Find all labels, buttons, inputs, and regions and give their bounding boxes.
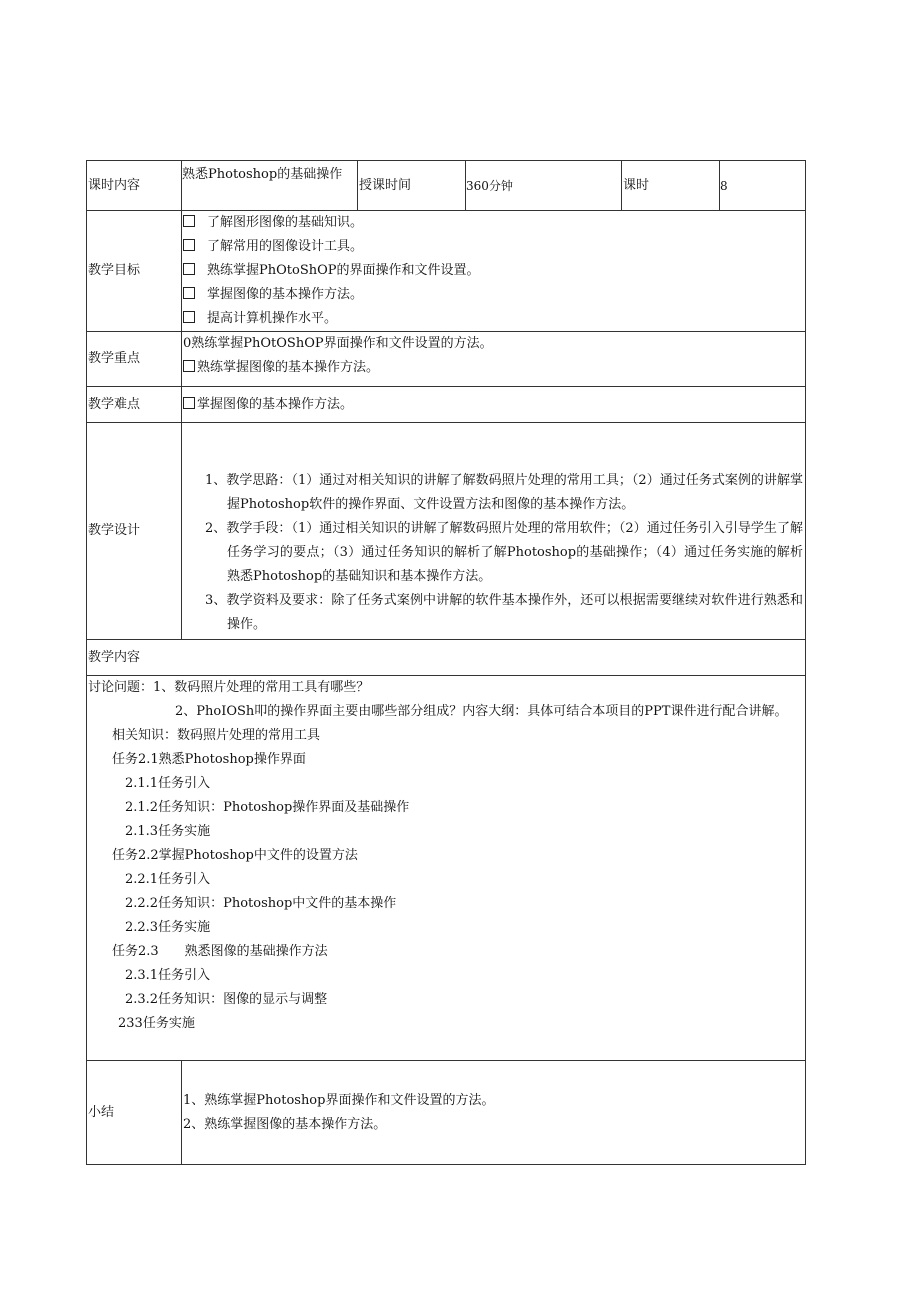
checkbox-icon: [183, 397, 195, 409]
lesson-plan-table: [86, 160, 806, 1165]
time-value: 360分钟: [466, 161, 622, 211]
checkbox-icon: [183, 360, 195, 372]
content-label: 课时内容: [87, 161, 182, 211]
outline-item: 任务2.3 熟悉图像的基础操作方法: [112, 944, 328, 959]
outline-item: 2.3.2任务知识：图像的显示与调整: [125, 992, 328, 1007]
checkbox-icon: [183, 263, 195, 275]
checkbox-icon: [183, 239, 195, 251]
content-body-row: [87, 676, 806, 1061]
difficulty-label: 教学难点: [87, 387, 182, 423]
checkbox-icon: [183, 311, 195, 323]
list-item: 2、熟练掌握图像的基本操作方法。: [183, 1117, 387, 1132]
outline-item: 2.2.2任务知识：Photoshop中文件的基本操作: [125, 896, 397, 911]
list-item: 了解常用的图像设计工具。: [183, 235, 805, 259]
design-row: [87, 423, 806, 640]
key-points-row: [87, 332, 806, 387]
outline-item: 2.1.3任务实施: [125, 824, 211, 839]
key-points-list: [182, 332, 805, 380]
summary-row: [87, 1061, 806, 1165]
discussion-question: 讨论问题：1、数码照片处理的常用工具有哪些？: [88, 680, 370, 695]
objectives-label: 教学目标: [87, 211, 182, 332]
design-label: 教学设计: [87, 423, 182, 640]
list-item: 提高计算机操作水平。: [183, 307, 805, 331]
list-item: 掌握图像的基本操作方法。: [183, 283, 805, 307]
outline-item: 2.2.3任务实施: [125, 920, 211, 935]
list-item: 了解图形图像的基础知识。: [183, 211, 805, 235]
outline-item: 2.2.1任务引入: [125, 872, 211, 887]
outline-item: 2.3.1任务引入: [125, 968, 211, 983]
hours-label: 课时: [622, 161, 720, 211]
design-paragraph: 3、教学资料及要求：除了任务式案例中讲解的软件基本操作外，还可以根据需要继续对软件进行熟悉和操作。: [205, 593, 803, 632]
objectives-row: [87, 211, 806, 332]
hours-value: 8: [720, 161, 806, 211]
outline-item: 2.1.1任务引入: [125, 776, 211, 791]
content-value: 熟悉Photoshop的基础操作: [182, 161, 358, 211]
objectives-list: [182, 211, 805, 331]
discussion-question: 2、PhoIOSh叩的操作界面主要由哪些部分组成？内容大纲：具体可结合本项目的PPT课件进行配合讲解。: [175, 704, 788, 719]
checkbox-icon: [183, 287, 195, 299]
list-item: 熟练掌握图像的基本操作方法。: [183, 356, 805, 380]
outline-item: 相关知识：数码照片处理的常用工具: [112, 728, 321, 743]
design-paragraph: 2、教学手段：（1）通过相关知识的讲解了解数码照片处理的常用软件；（2）通过任务引入引导学生了解任务学习的要点；（3）通过任务知识的解析了解Photoshop的基础操作；（4）通过任务实施的解析熟悉Photoshop的基础知识和基本操作方法。: [205, 521, 803, 584]
outline-item: 任务2.2掌握Photoshop中文件的设置方法: [112, 848, 358, 863]
checkbox-icon: [183, 215, 195, 227]
design-paragraph: 1、教学思路：（1）通过对相关知识的讲解了解数码照片处理的常用工具；（2）通过任务式案例的讲解掌握Photoshop软件的操作界面、文件设置方法和图像的基本操作方法。: [205, 473, 803, 512]
list-item: 0熟练掌握PhOtOShOP界面操作和文件设置的方法。: [183, 336, 493, 351]
content-section-label: 教学内容: [87, 640, 806, 676]
difficulty-row: [87, 387, 806, 423]
time-label: 授课时间: [358, 161, 466, 211]
content-body: [87, 676, 805, 1036]
content-header-row: [87, 640, 806, 676]
summary-label: 小结: [87, 1061, 182, 1165]
key-points-label: 教学重点: [87, 332, 182, 387]
design-text: [182, 469, 805, 637]
summary-list: [182, 1089, 805, 1137]
list-item: 1、熟练掌握Photoshop界面操作和文件设置的方法。: [183, 1093, 495, 1108]
difficulty-list: [182, 393, 805, 417]
list-item: 掌握图像的基本操作方法。: [183, 393, 805, 417]
outline-item: 233任务实施: [118, 1016, 195, 1031]
outline-item: 任务2.1熟悉Photoshop操作界面: [112, 752, 306, 767]
outline-item: 2.1.2任务知识：Photoshop操作界面及基础操作: [125, 800, 410, 815]
list-item: 熟练掌握PhOtoShOP的界面操作和文件设置。: [183, 259, 805, 283]
header-row: [87, 161, 806, 211]
